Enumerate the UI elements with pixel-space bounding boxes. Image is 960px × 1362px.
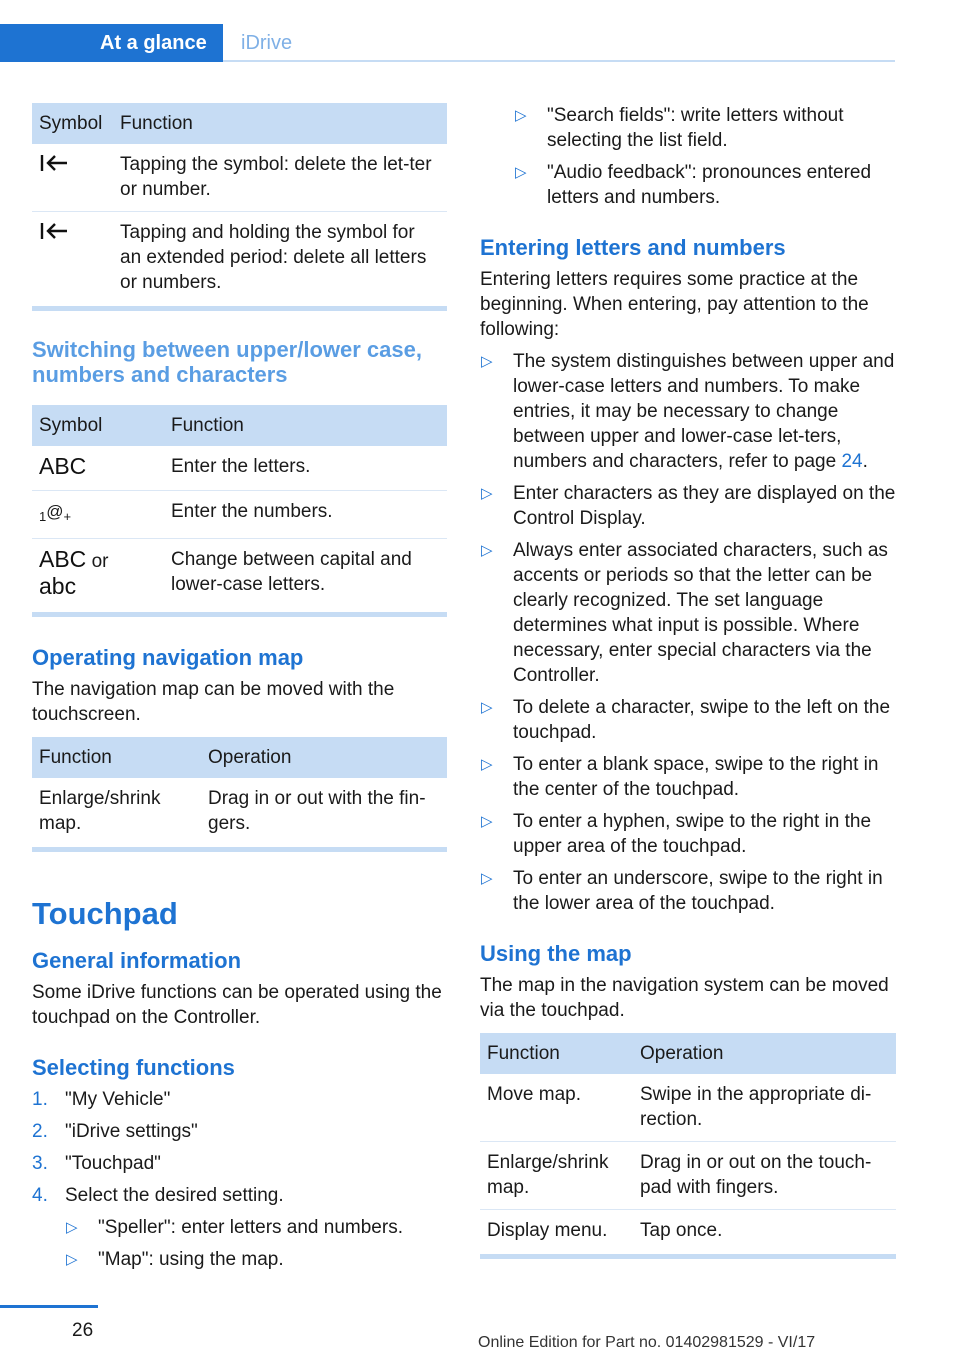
triangle-bullet-icon: ▷ [66,1251,78,1268]
section-title-selecting: Selecting functions [32,1055,235,1080]
navigation-text: The navigation map can be moved with the touchscreen. [32,679,395,725]
lowercase-letters-icon: abc [39,573,77,599]
page-link[interactable]: 24 [841,451,863,472]
table-row [32,446,447,491]
operation-cell: Swipe in the appropriate di-rection. [633,1074,896,1142]
general-text: Some iDrive functions can be operated using the touchpad on the Controller. [32,982,442,1028]
triangle-bullet-icon: ▷ [515,107,527,124]
list-item: ▷ Enter characters as they are displayed on the Control Display. [481,483,896,529]
triangle-bullet-icon: ▷ [515,164,527,181]
footer-rule [0,1305,98,1308]
table-row [32,778,447,845]
tab-at-a-glance[interactable]: At a glance [0,24,223,62]
chapter-title-touchpad: Touchpad [32,896,178,931]
list-item: 1. "My Vehicle" [32,1089,171,1110]
entering-tips-list [480,349,896,916]
numbers-icon: 1@+ [39,502,72,524]
list-item: ▷ The system distinguishes between upper and lower-case letters and numbers. To make entries, it may be necessary to change between upper and lower-case let-ters, numbers and characters, refer to page 24. [481,351,895,472]
table-header-operation: Operation [201,737,447,778]
function-cell: Enter the numbers. [164,491,447,539]
table-row [480,1142,896,1210]
function-cell: Move map. [480,1074,633,1142]
right-column [480,103,896,1259]
section-title-using-map: Using the map [480,941,632,966]
table-row [32,212,447,305]
triangle-bullet-icon: ▷ [481,813,493,830]
edition-note: Online Edition for Part no. 01402981529 - VI/17 [478,1334,816,1351]
delete-char-icon [39,152,69,174]
function-cell: Tapping the symbol: delete the let-ter or number. [113,144,447,212]
tab-idrive[interactable]: iDrive [241,32,293,54]
list-item: ▷ "Map": using the map. [66,1249,284,1270]
capital-letters-icon: ABC [39,546,87,572]
table-header-symbol: Symbol [32,405,164,446]
navigation-table [32,737,447,845]
entering-text: Entering letters requires some practice at the beginning. When entering, pay attention to the following: [480,269,869,340]
left-column [32,103,447,1279]
triangle-bullet-icon: ▷ [481,353,493,370]
function-cell: Enlarge/shrink map. [480,1142,633,1210]
table-header-function: Function [164,405,447,446]
table-header-symbol: Symbol [32,103,113,144]
triangle-bullet-icon: ▷ [481,756,493,773]
case-symbol-table [32,405,447,610]
operation-cell: Drag in or out with the fin-gers. [208,788,426,834]
operation-cell: Drag in or out on the touch-pad with fingers. [633,1142,896,1210]
table-header-function: Function [32,737,201,778]
list-item: 3. "Touchpad" [32,1153,161,1174]
section-title-navigation: Operating navigation map [32,645,304,670]
table-row [32,491,447,539]
map-table [480,1033,896,1252]
table-row [32,144,447,212]
table-row [480,1210,896,1253]
list-item: 2. "iDrive settings" [32,1121,198,1142]
list-item: ▷ To enter a blank space, swipe to the right in the center of the touchpad. [481,754,879,800]
table-row [32,539,447,611]
table-header-operation: Operation [633,1033,896,1074]
function-cell: Enter the letters. [164,446,447,491]
triangle-bullet-icon: ▷ [481,542,493,559]
table-end-rule [480,1254,896,1259]
setting-options-list-cont [480,103,896,210]
setting-options-list [65,1215,447,1272]
function-cell: Enlarge/shrink map. [39,788,161,834]
table-header-function: Function [480,1033,633,1074]
delete-all-icon [39,220,69,242]
page-number: 26 [72,1320,94,1341]
or-label: or [91,551,109,572]
list-item: ▷ "Search fields": write letters without selecting the list field. [515,105,844,151]
triangle-bullet-icon: ▷ [66,1219,78,1236]
letters-icon: ABC [39,453,87,479]
triangle-bullet-icon: ▷ [481,870,493,887]
function-cell: Tapping and holding the symbol for an extended period: delete all letters or numbers. [120,222,427,293]
delete-symbol-table [32,103,447,304]
section-title-entering: Entering letters and numbers [480,235,786,260]
list-item: ▷ "Speller": enter letters and numbers. [66,1217,403,1238]
page-header [0,24,895,62]
list-item: ▷ "Audio feedback": pronounces entered letters and numbers. [515,162,872,208]
section-title-general: General information [32,948,242,973]
list-item: ▷ Always enter associated characters, such as accents or periods so that the letter can be clearly recognized. The set language determines what input is possible. Where necessary, enter special characters via the Controller. [481,540,888,686]
list-item: ▷ To delete a character, swipe to the left on the touchpad. [481,697,891,743]
list-item: ▷ To enter an underscore, swipe to the right in the lower area of the touchpad. [481,868,883,914]
steps-list [32,1087,447,1272]
list-item: ▷ To enter a hyphen, swipe to the right in the upper area of the touchpad. [481,811,872,857]
function-cell: Change between capital and lower-case letters. [171,549,412,595]
triangle-bullet-icon: ▷ [481,485,493,502]
function-cell: Display menu. [487,1220,608,1241]
map-text: The map in the navigation system can be moved via the touchpad. [480,975,889,1021]
operation-cell: Tap once. [640,1220,723,1241]
list-item: 4. Select the desired setting. ▷ "Speller": enter letters and numbers. ▷ "Map": using the map. [32,1183,447,1272]
section-title-switching: Switching between upper/lower case, numbers and characters [32,337,422,387]
table-header-function: Function [113,103,447,144]
triangle-bullet-icon: ▷ [481,699,493,716]
table-row [480,1074,896,1142]
